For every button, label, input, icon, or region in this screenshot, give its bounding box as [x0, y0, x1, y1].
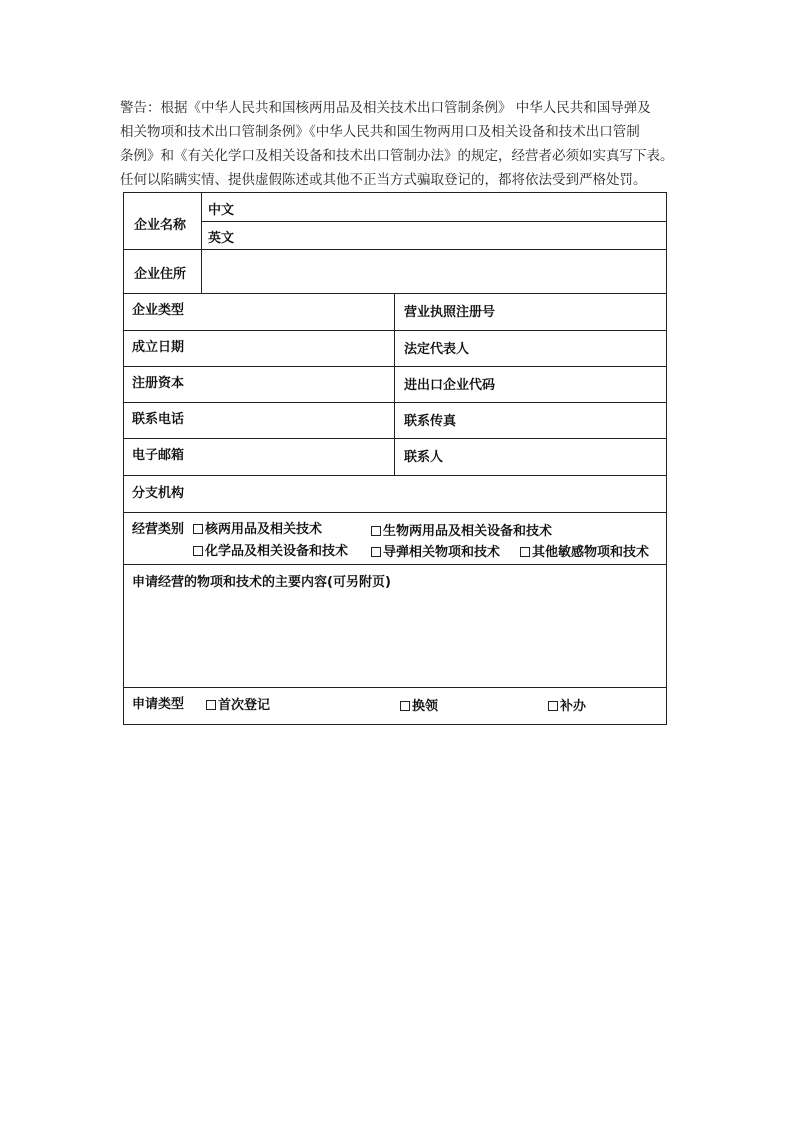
- application-option-renewal[interactable]: 换领: [400, 695, 438, 714]
- checkbox-icon[interactable]: [206, 700, 216, 710]
- email-label: 电子邮箱: [132, 448, 185, 463]
- company-type-label: 企业类型: [132, 303, 185, 318]
- category-option-chemical[interactable]: 化学品及相关设备和技术: [193, 540, 348, 559]
- fax-label: 联系传真: [404, 414, 457, 429]
- company-name-english-label: 英文: [208, 231, 235, 246]
- warning-line: 条例》和《有关化学口及相关设备和技术出口管制办法》的规定，经营者必须如实真写下表。: [120, 148, 674, 164]
- phone-label: 联系电话: [132, 412, 185, 427]
- registration-form: [123, 192, 667, 725]
- checkbox-icon[interactable]: [400, 701, 410, 711]
- branch-label: 分支机构: [132, 486, 185, 501]
- checkbox-icon[interactable]: [371, 547, 381, 557]
- checkbox-icon[interactable]: [520, 547, 530, 557]
- main-content-label: 申请经营的物项和技术的主要内容(可另附页): [132, 575, 391, 590]
- warning-line: 任何以陷瞒实情、提供虚假陈述或其他不正当方式骗取登记的，都将依法受到严格处罚。: [120, 172, 647, 188]
- category-option-other-sensitive[interactable]: 其他敏感物项和技术: [520, 541, 649, 560]
- checkbox-icon[interactable]: [193, 524, 203, 534]
- contact-person-label: 联系人: [404, 450, 444, 465]
- import-export-code-label: 进出口企业代码: [404, 378, 496, 393]
- established-date-label: 成立日期: [132, 340, 185, 355]
- registered-capital-label: 注册资本: [132, 376, 185, 391]
- legal-representative-label: 法定代表人: [404, 342, 470, 357]
- checkbox-icon[interactable]: [371, 526, 381, 536]
- warning-line: 警告：根据《中华人民共和国核两用品及相关技术出口管制条例》 中华人民共和国导弹及: [120, 100, 651, 116]
- application-type-label: 申请类型: [132, 697, 185, 712]
- application-option-first[interactable]: 首次登记: [206, 694, 270, 713]
- category-option-missile[interactable]: 导弹相关物项和技术: [371, 541, 500, 560]
- company-name-label: 企业名称: [134, 218, 187, 233]
- checkbox-icon[interactable]: [193, 546, 203, 556]
- warning-line: 相关物项和技术出口管制条例》《中华人民共和国生物两用口及相关设备和技术出口管制: [120, 124, 640, 140]
- company-name-chinese-label: 中文: [208, 203, 235, 218]
- company-address-label: 企业住所: [134, 267, 187, 282]
- checkbox-icon[interactable]: [548, 701, 558, 711]
- business-license-label: 营业执照注册号: [404, 305, 496, 320]
- application-option-reissue[interactable]: 补办: [548, 695, 586, 714]
- category-option-nuclear[interactable]: 核两用品及相关技术: [193, 518, 322, 537]
- category-option-biological[interactable]: 生物两用品及相关设备和技术: [371, 520, 552, 539]
- warning-text: [120, 96, 680, 192]
- business-category-label: 经营类别: [132, 522, 185, 537]
